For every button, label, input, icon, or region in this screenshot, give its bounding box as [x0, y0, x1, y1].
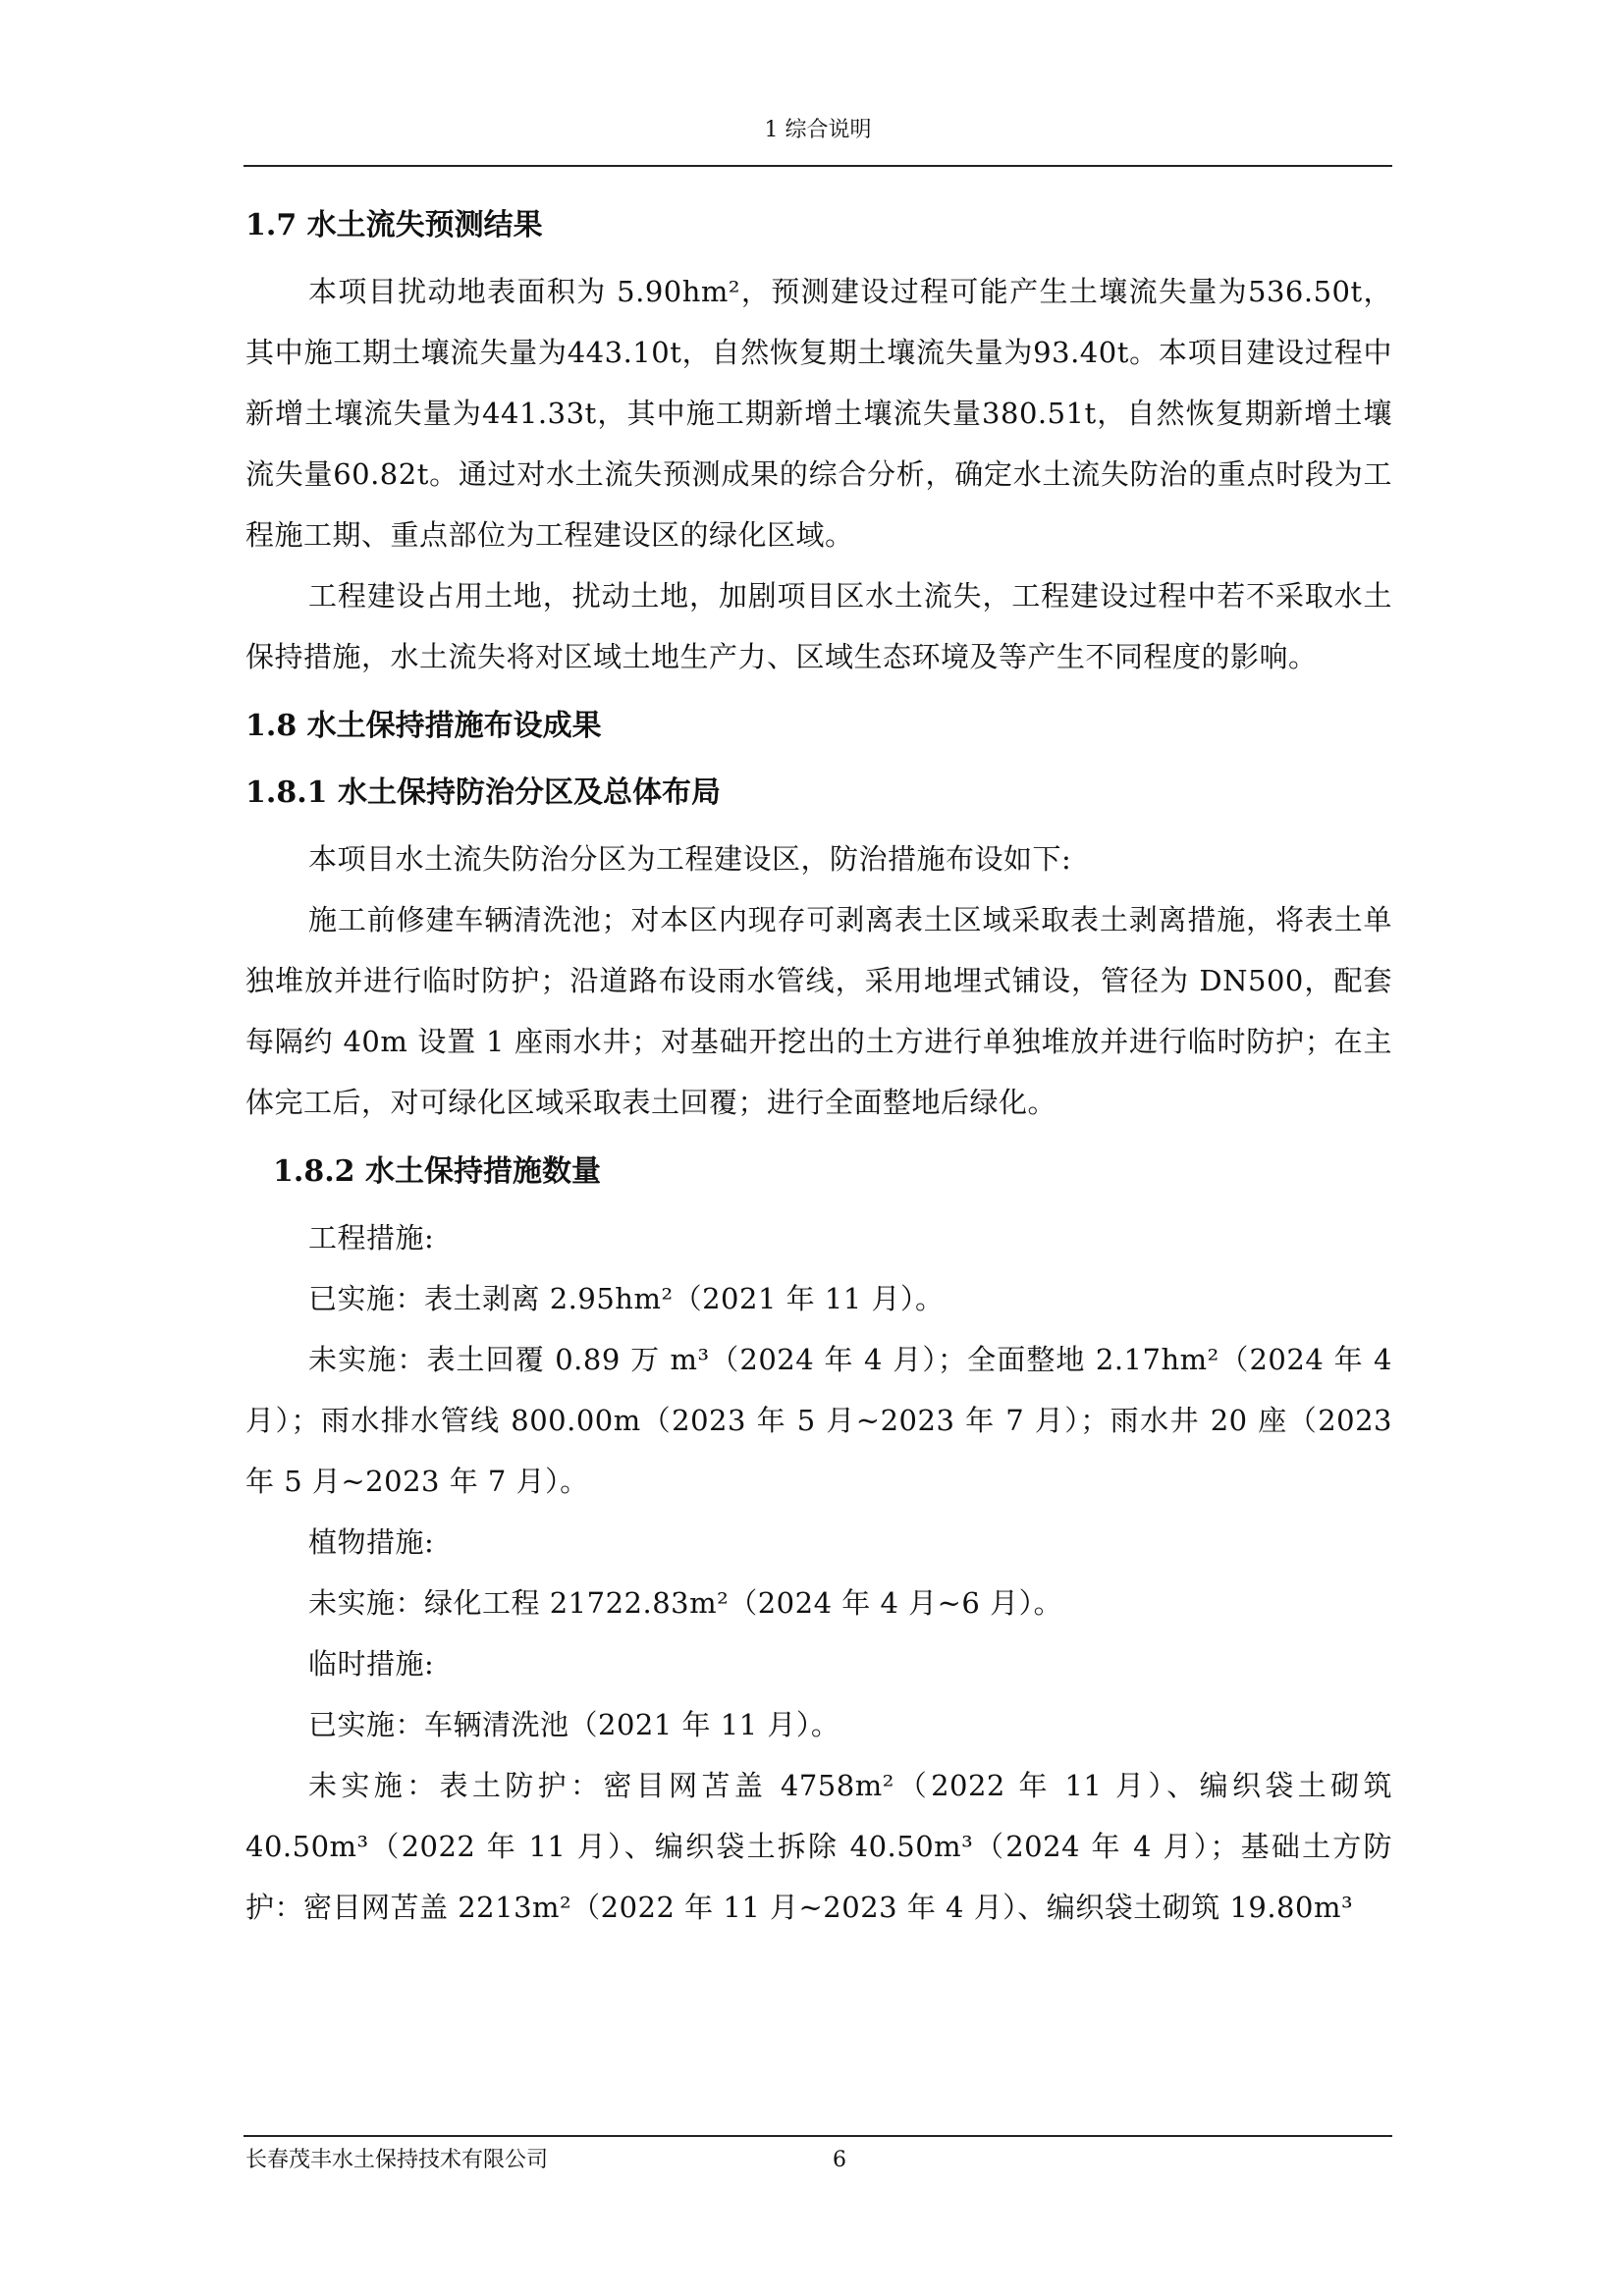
paragraph-plant-todo: 未实施：绿化工程 21722.83m²（2024 年 4 月~6 月）。	[308, 1586, 1063, 1620]
section-heading-1-8: 1.8 水土保持措施布设成果	[245, 709, 602, 743]
paragraph-impact: 工程建设占用土地，扰动土地，加剧项目区水土流失，工程建设过程中若不采取水土保持措施，水土流失将对区域土地生产力、区域生态环境及等产生不同程度的影响。	[245, 579, 1392, 673]
paragraph-measures-layout: 施工前修建车辆清洗池；对本区内现存可剥离表土区域采取表土剥离措施，将表土单独堆放并进行临时防护；沿道路布设雨水管线，采用地埋式铺设，管径为 DN500，配套每隔约 40m 设置 1 座雨水井；对基础开挖出的土方进行单独堆放并进行临时防护；在主体完工后，对可绿化区域采取表土回覆；进行全面整地后绿化。	[245, 903, 1392, 1119]
paragraph-zoning: 本项目水土流失防治分区为工程建设区，防治措施布设如下:	[308, 842, 1072, 876]
paragraph-prediction-results: 本项目扰动地表面积为 5.90hm²，预测建设过程可能产生土壤流失量为536.50t，其中施工期土壤流失量为443.10t，自然恢复期土壤流失量为93.40t。本项目建设过程中新增土壤流失量为441.33t，其中施工期新增土壤流失量380.51t，自然恢复期新增土壤流失量60.82t。通过对水土流失预测成果的综合分析，确定水土流失防治的重点时段为工程施工期、重点部位为工程建设区的绿化区域。	[245, 275, 1392, 552]
paragraph-engineering-done: 已实施：表土剥离 2.95hm²（2021 年 11 月）。	[308, 1282, 945, 1315]
paragraph-temporary-todo: 未实施：表土防护：密目网苫盖 4758m²（2022 年 11 月）、编织袋土砌筑 40.50m³（2022 年 11 月）、编织袋土拆除 40.50m³（2024 年 4 月）；基础土方防护：密目网苫盖 2213m²（2022 年 11 月~2023 年 4 月）、编织袋土砌筑 19.80m³	[245, 1769, 1392, 1924]
header-divider	[244, 165, 1392, 167]
footer-divider	[244, 2135, 1392, 2137]
label-plant-measures: 植物措施:	[308, 1525, 435, 1559]
section-heading-1-7: 1.7 水土流失预测结果	[245, 208, 543, 242]
paragraph-temporary-done: 已实施：车辆清洗池（2021 年 11 月）。	[308, 1708, 840, 1741]
paragraph-engineering-todo: 未实施：表土回覆 0.89 万 m³（2024 年 4 月）；全面整地 2.17hm²（2024 年 4 月）；雨水排水管线 800.00m（2023 年 5 月~2023 年 7 月）；雨水井 20 座（2023 年 5 月~2023 年 7 月）。	[245, 1343, 1392, 1498]
running-header: 1 综合说明	[764, 118, 872, 142]
section-heading-1-8-2: 1.8.2 水土保持措施数量	[273, 1154, 601, 1189]
page-number: 6	[833, 2148, 846, 2172]
footer-company: 长春茂丰水土保持技术有限公司	[245, 2148, 549, 2172]
label-engineering-measures: 工程措施:	[308, 1221, 435, 1255]
label-temporary-measures: 临时措施:	[308, 1647, 435, 1681]
section-heading-1-8-1: 1.8.1 水土保持防治分区及总体布局	[245, 775, 721, 810]
document-body	[245, 187, 1392, 1938]
